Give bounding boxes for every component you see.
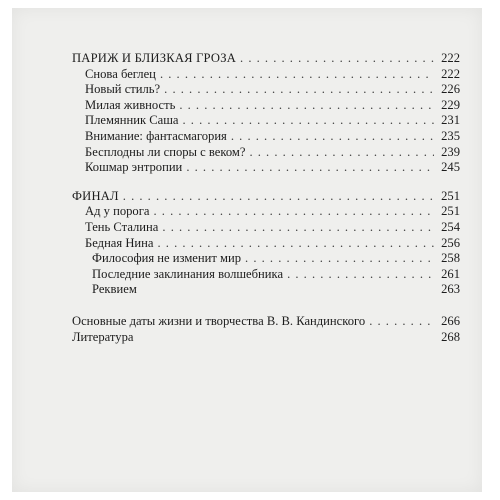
toc-entry[interactable] <box>72 160 460 176</box>
toc-appendix-literature[interactable] <box>72 330 460 346</box>
toc-entry-title: Ад у порога <box>85 204 150 219</box>
toc-leader-dots <box>245 251 434 267</box>
toc-section-title: ПАРИЖ И БЛИЗКАЯ ГРОЗА <box>72 51 237 65</box>
toc-page-number: 222 <box>441 66 460 81</box>
toc-entry-title: Бесплодны ли споры с веком? <box>85 144 246 159</box>
toc-entry[interactable] <box>72 282 460 298</box>
toc-page-number: 251 <box>441 188 460 203</box>
toc-entry-title: Снова беглец <box>85 66 156 81</box>
toc-page-number: 231 <box>441 113 460 128</box>
toc-page-number: 235 <box>441 128 460 143</box>
toc-entry[interactable] <box>72 82 460 98</box>
toc-entry-title: Племянник Саша <box>85 113 179 128</box>
toc-entry-title: Милая живность <box>85 97 176 112</box>
toc-page-number: 258 <box>441 251 460 266</box>
toc-page-number: 268 <box>441 329 460 344</box>
toc-entry[interactable] <box>72 67 460 83</box>
toc-appendix-chronology[interactable] <box>72 314 460 330</box>
toc-section-final[interactable] <box>72 189 460 205</box>
toc-entry[interactable] <box>72 129 460 145</box>
toc-entry[interactable] <box>72 204 460 220</box>
section-spacer <box>72 176 460 189</box>
section-spacer <box>72 298 460 314</box>
toc-leader-dots <box>369 314 434 330</box>
toc-page-number: 254 <box>441 219 460 234</box>
toc-leader-dots <box>183 113 435 129</box>
toc-entry-title: Бедная Нина <box>85 235 154 250</box>
toc-entry-title: Реквием <box>92 282 137 297</box>
toc-entry-title: Философия не изменит мир <box>92 251 242 266</box>
toc-page-number: 251 <box>441 204 460 219</box>
toc-leader-dots <box>231 129 434 145</box>
toc-leader-dots <box>186 160 434 176</box>
toc-leader-dots <box>123 189 434 205</box>
toc-entry-title: Кошмар энтропии <box>85 160 183 175</box>
toc-leader-dots <box>160 67 434 83</box>
toc-leader-dots <box>249 145 434 161</box>
toc-leader-dots <box>164 82 434 98</box>
toc-leader-dots <box>179 98 434 114</box>
toc-leader-dots <box>240 51 434 67</box>
toc-entry-title: Новый стиль? <box>85 82 161 97</box>
toc-page-number: 229 <box>441 97 460 112</box>
toc-page-number: 222 <box>441 51 460 65</box>
toc-entry[interactable] <box>72 98 460 114</box>
toc-page-number: 256 <box>441 235 460 250</box>
toc-entry[interactable] <box>72 267 460 283</box>
toc-entry-title: Тень Сталина <box>85 219 159 234</box>
toc-page-number: 245 <box>441 160 460 175</box>
toc-entry[interactable] <box>72 145 460 161</box>
toc-entry[interactable] <box>72 220 460 236</box>
toc-page-number: 261 <box>441 266 460 281</box>
toc-section-paris[interactable] <box>72 51 460 67</box>
toc-page-number: 263 <box>441 282 460 297</box>
toc-entry-title: Литература <box>72 329 134 344</box>
toc-leader-dots <box>162 220 434 236</box>
toc-leader-dots <box>287 267 434 283</box>
toc-page-number: 239 <box>441 144 460 159</box>
toc-section-title: ФИНАЛ <box>72 188 119 203</box>
table-of-contents <box>72 51 460 345</box>
toc-entry[interactable] <box>72 236 460 252</box>
toc-page-number: 226 <box>441 82 460 97</box>
toc-entry[interactable] <box>72 113 460 129</box>
toc-page-number: 266 <box>441 313 460 328</box>
toc-entry[interactable] <box>72 251 460 267</box>
toc-entry-title: Внимание: фантасмагория <box>85 128 227 143</box>
toc-leader-dots <box>153 204 434 220</box>
toc-leader-dots <box>158 236 435 252</box>
toc-entry-title: Последние заклинания волшебника <box>92 266 284 281</box>
toc-entry-title: Основные даты жизни и творчества В. В. Кандинского <box>72 313 366 328</box>
